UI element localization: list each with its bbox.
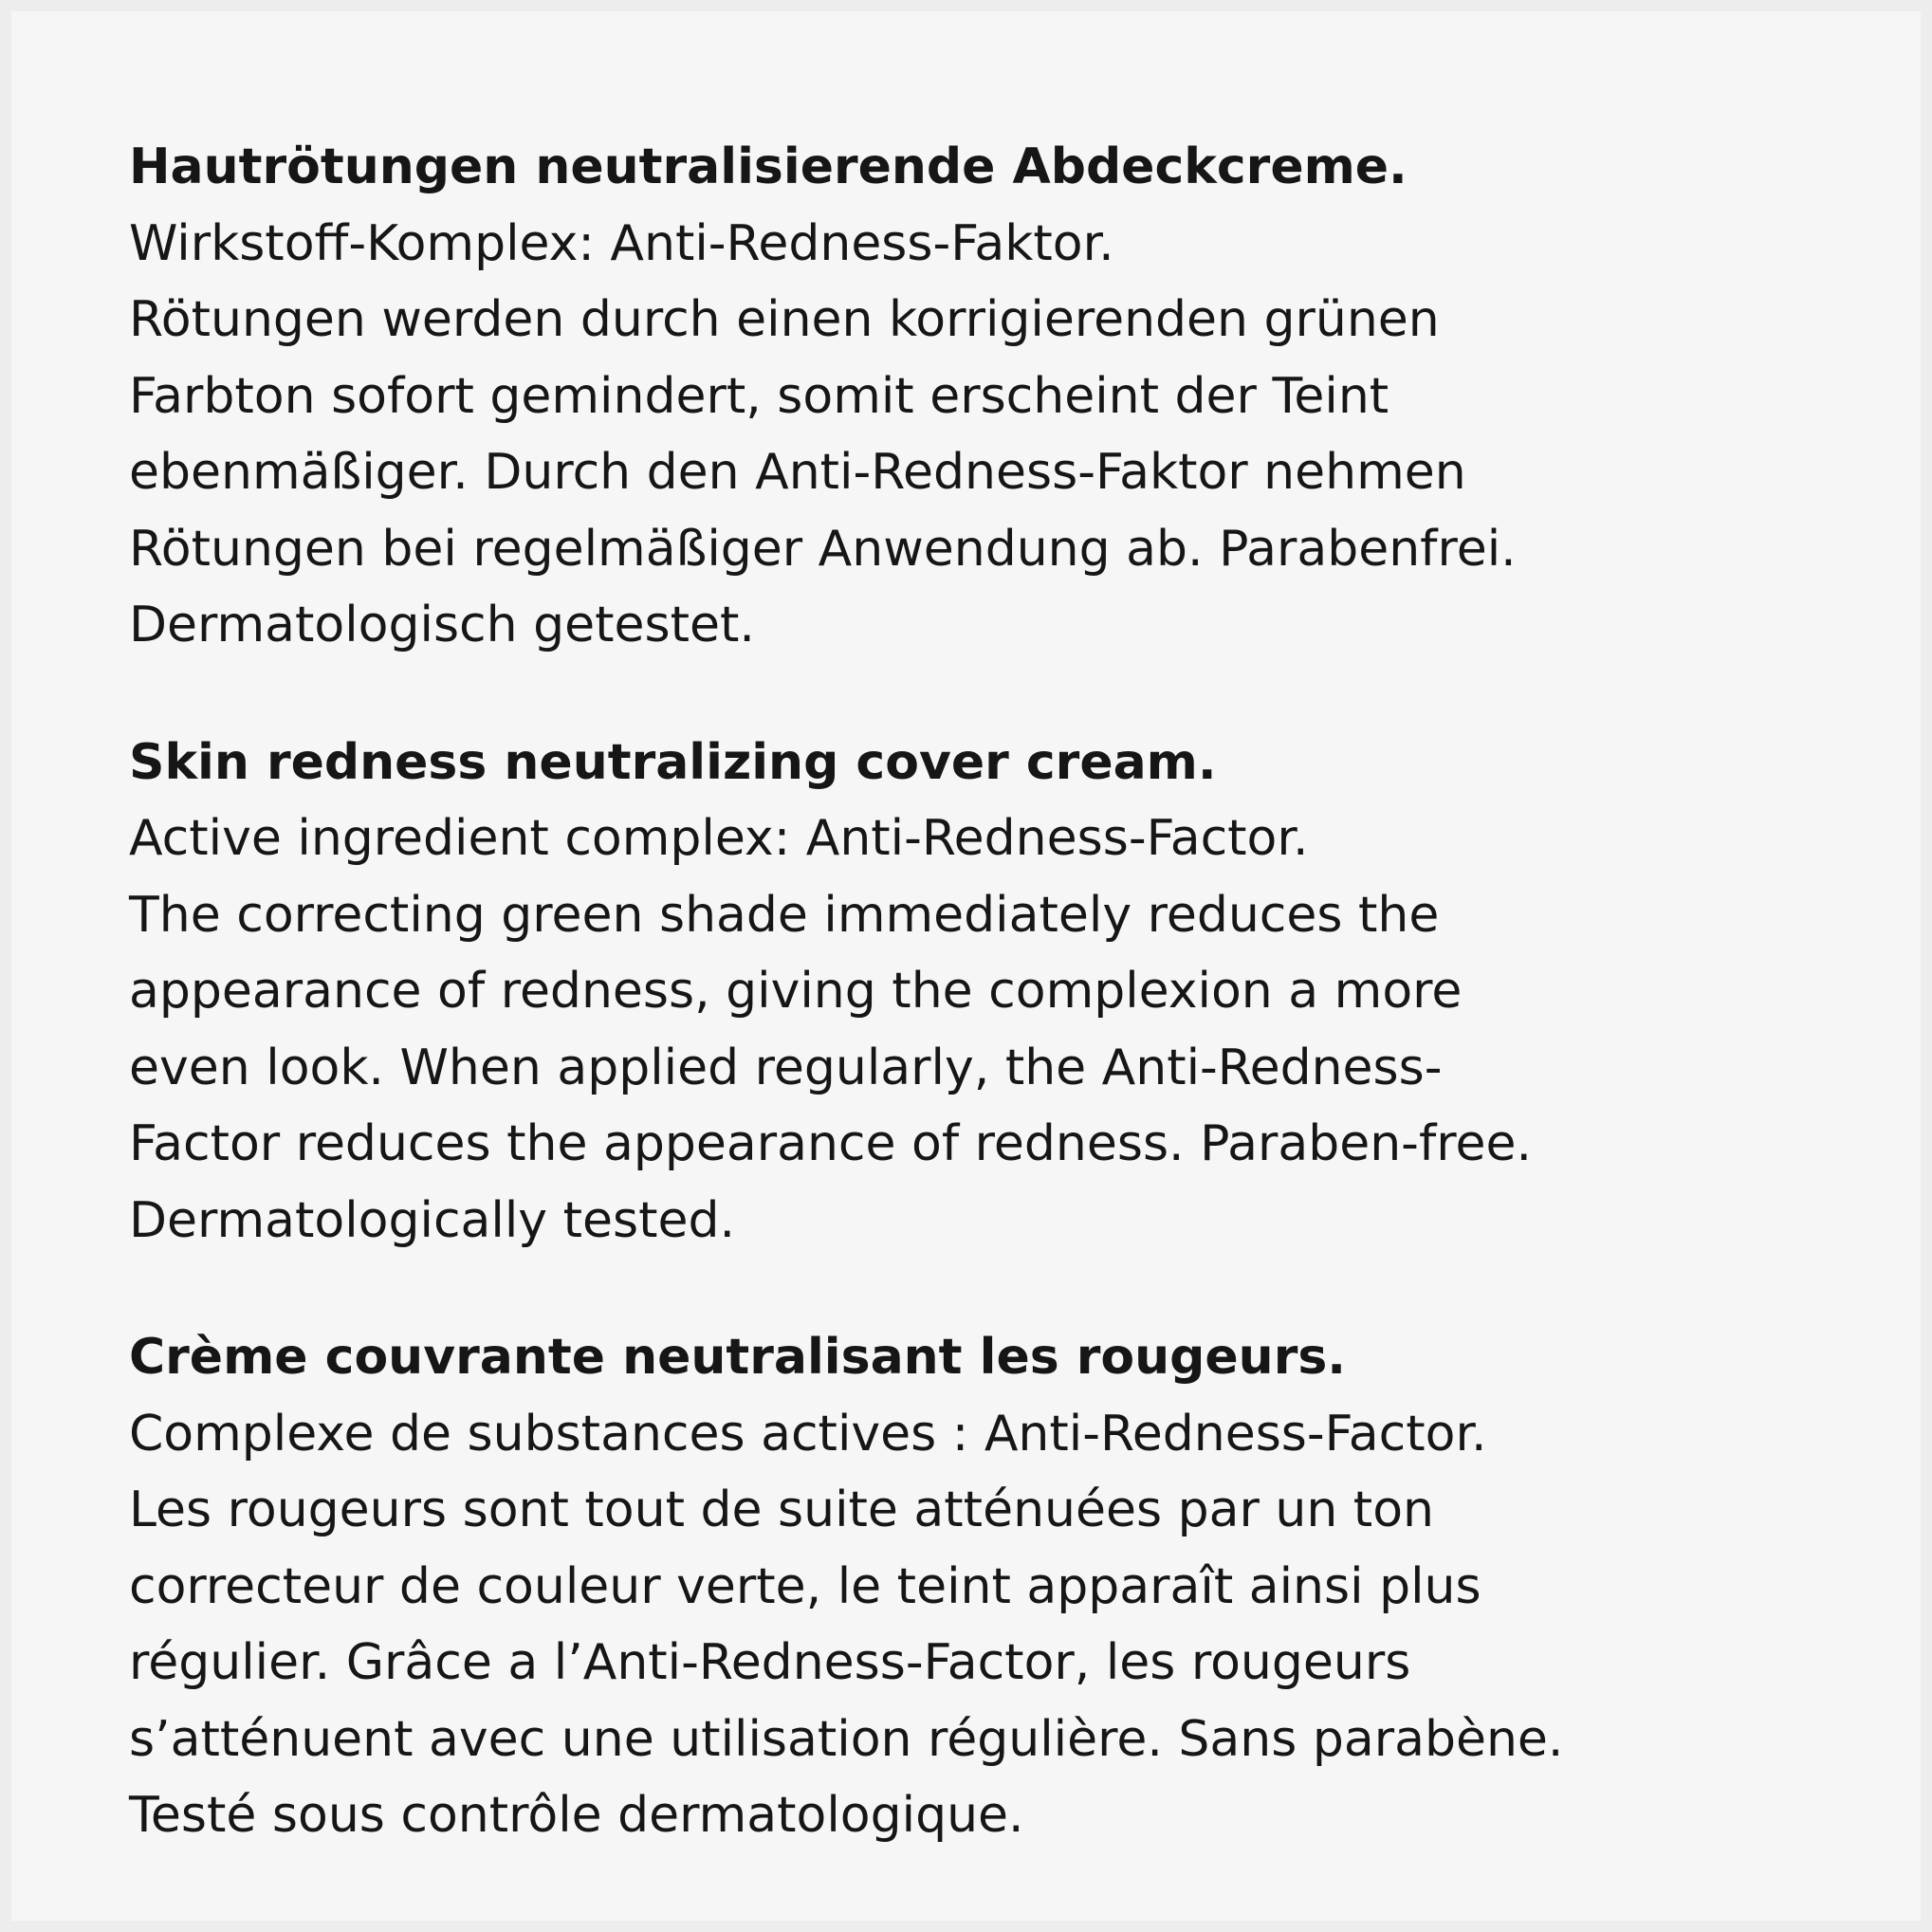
english-line: Dermatologically tested. [129, 1191, 735, 1249]
german-line: Rötungen bei regelmäßiger Anwendung ab. Parabenfrei. [129, 520, 1517, 578]
french-line: Complexe de substances actives : Anti-Redness-Factor. [129, 1405, 1487, 1463]
german-line: Wirkstoff-Komplex: Anti-Redness-Faktor. [129, 214, 1114, 272]
english-line: The correcting green shade immediately reduces the [129, 886, 1440, 944]
english-line: appearance of redness, giving the complexion a more [129, 963, 1463, 1020]
german-line: Farbton sofort gemindert, somit erscheint der Teint [129, 367, 1389, 425]
french-line: Testé sous contrôle dermatologique. [129, 1787, 1024, 1844]
french-section [129, 1319, 1893, 1854]
german-line: Rötungen werden durch einen korrigierenden grünen [129, 291, 1440, 348]
english-line: Factor reduces the appearance of redness. Paraben-free. [129, 1115, 1533, 1172]
german-line: ebenmäßiger. Durch den Anti-Redness-Faktor nehmen [129, 444, 1466, 501]
english-line: Active ingredient complex: Anti-Redness-Factor. [129, 810, 1309, 867]
french-heading: Crème couvrante neutralisant les rougeurs. [129, 1329, 1347, 1386]
french-line: Les rougeurs sont tout de suite atténuées par un ton [129, 1481, 1434, 1538]
german-heading: Hautrötungen neutralisierende Abdeckcreme. [129, 138, 1408, 195]
english-line: even look. When applied regularly, the Anti-Redness- [129, 1039, 1443, 1096]
label-text [129, 129, 1893, 1854]
label-panel [11, 11, 1921, 1921]
german-line: Dermatologisch getestet. [129, 597, 755, 653]
french-line: régulier. Grâce a l’Anti-Redness-Factor, les rougeurs [129, 1634, 1411, 1691]
german-section [129, 129, 1893, 664]
french-line: s’atténuent avec une utilisation régulière. Sans parabène. [129, 1710, 1564, 1768]
english-section [129, 725, 1893, 1260]
french-line: correcteur de couleur verte, le teint apparaît ainsi plus [129, 1557, 1481, 1615]
english-heading: Skin redness neutralizing cover cream. [129, 733, 1217, 791]
